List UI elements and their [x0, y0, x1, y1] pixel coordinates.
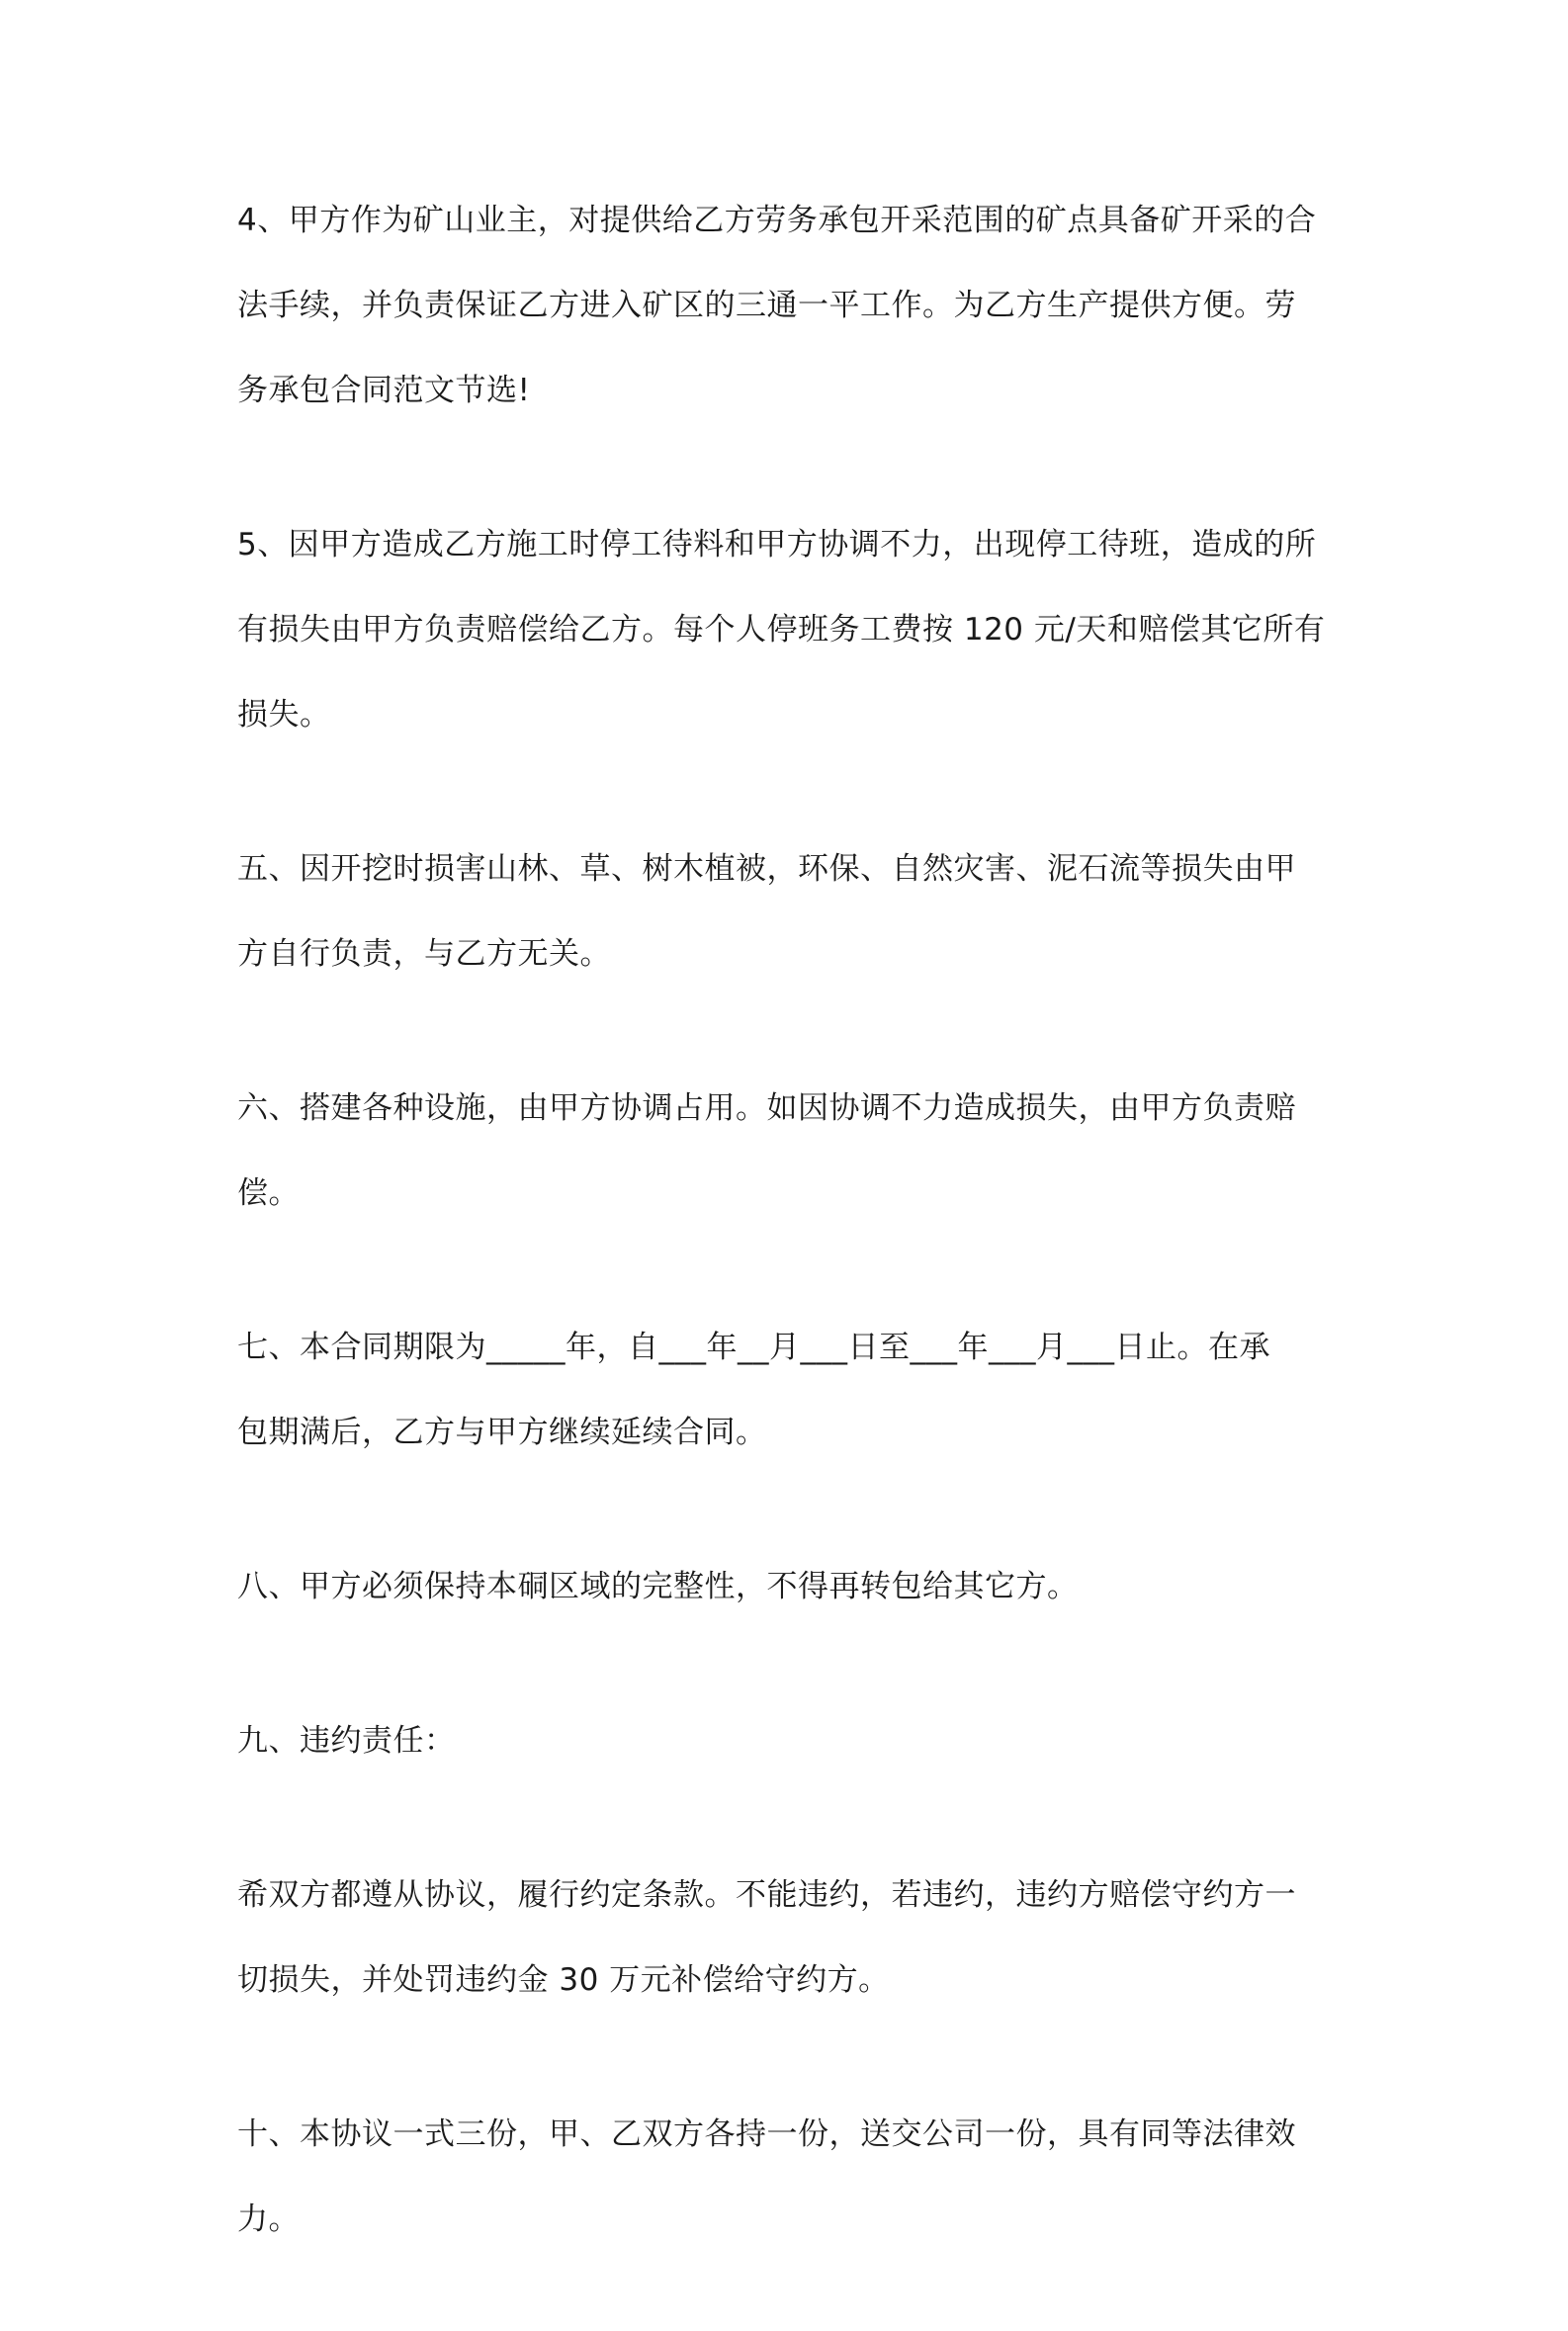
- paragraph-section-ten: [237, 2092, 1335, 2262]
- text-line: 十、本协议一式三份，甲、乙双方各持一份，送交公司一份，具有同等法律效: [237, 2116, 1296, 2152]
- text-line: 五、因开挖时损害山林、草、树木植被，环保、自然灾害、泥石流等损失由甲: [237, 851, 1296, 887]
- paragraph-breach-liability: [237, 1853, 1335, 2023]
- paragraph-section-five: [237, 826, 1335, 996]
- text-line: 4、甲方作为矿山业主，对提供给乙方劳务承包开采范围的矿点具备矿开采的合: [237, 203, 1317, 238]
- text-line: 包期满后，乙方与甲方继续延续合同。: [237, 1415, 767, 1450]
- text-line: 方自行负责，与乙方无关。: [237, 936, 611, 972]
- text-line: 损失。: [237, 697, 331, 733]
- text-line: 5、因甲方造成乙方施工时停工待料和甲方协调不力，出现停工待班，造成的所: [237, 527, 1317, 562]
- text-line: 切损失，并处罚违约金 30 万元补偿给守约方。: [237, 1962, 890, 1998]
- text-line: 务承包合同范文节选!: [237, 373, 531, 408]
- paragraph-section-six: [237, 1066, 1335, 1236]
- text-line: 六、搭建各种设施，由甲方协调占用。如因协调不力造成损失，由甲方负责赔: [237, 1090, 1296, 1126]
- text-line: 希双方都遵从协议，履行约定条款。不能违约，若违约，违约方赔偿守约方一: [237, 1877, 1296, 1913]
- text-line: 九、违约责任：: [237, 1723, 456, 1759]
- paragraph-section-nine-heading: [237, 1698, 1335, 1783]
- paragraph-clause-4: [237, 178, 1335, 433]
- paragraph-clause-5: [237, 502, 1335, 757]
- text-line: 七、本合同期限为_____年，自___年__月___日至___年___月___日止。在承: [237, 1330, 1270, 1365]
- text-line: 有损失由甲方负责赔偿给乙方。每个人停班务工费按 120 元/天和赔偿其它所有: [237, 612, 1326, 648]
- document-body: [237, 178, 1335, 2331]
- paragraph-section-eight: [237, 1544, 1335, 1629]
- paragraph-section-seven: [237, 1305, 1335, 1475]
- text-line: 法手续，并负责保证乙方进入矿区的三通一平工作。为乙方生产提供方便。劳: [237, 288, 1296, 323]
- text-line: 八、甲方必须保持本硐区域的完整性，不得再转包给其它方。: [237, 1569, 1079, 1604]
- text-line: 偿。: [237, 1175, 300, 1211]
- text-line: 力。: [237, 2202, 300, 2237]
